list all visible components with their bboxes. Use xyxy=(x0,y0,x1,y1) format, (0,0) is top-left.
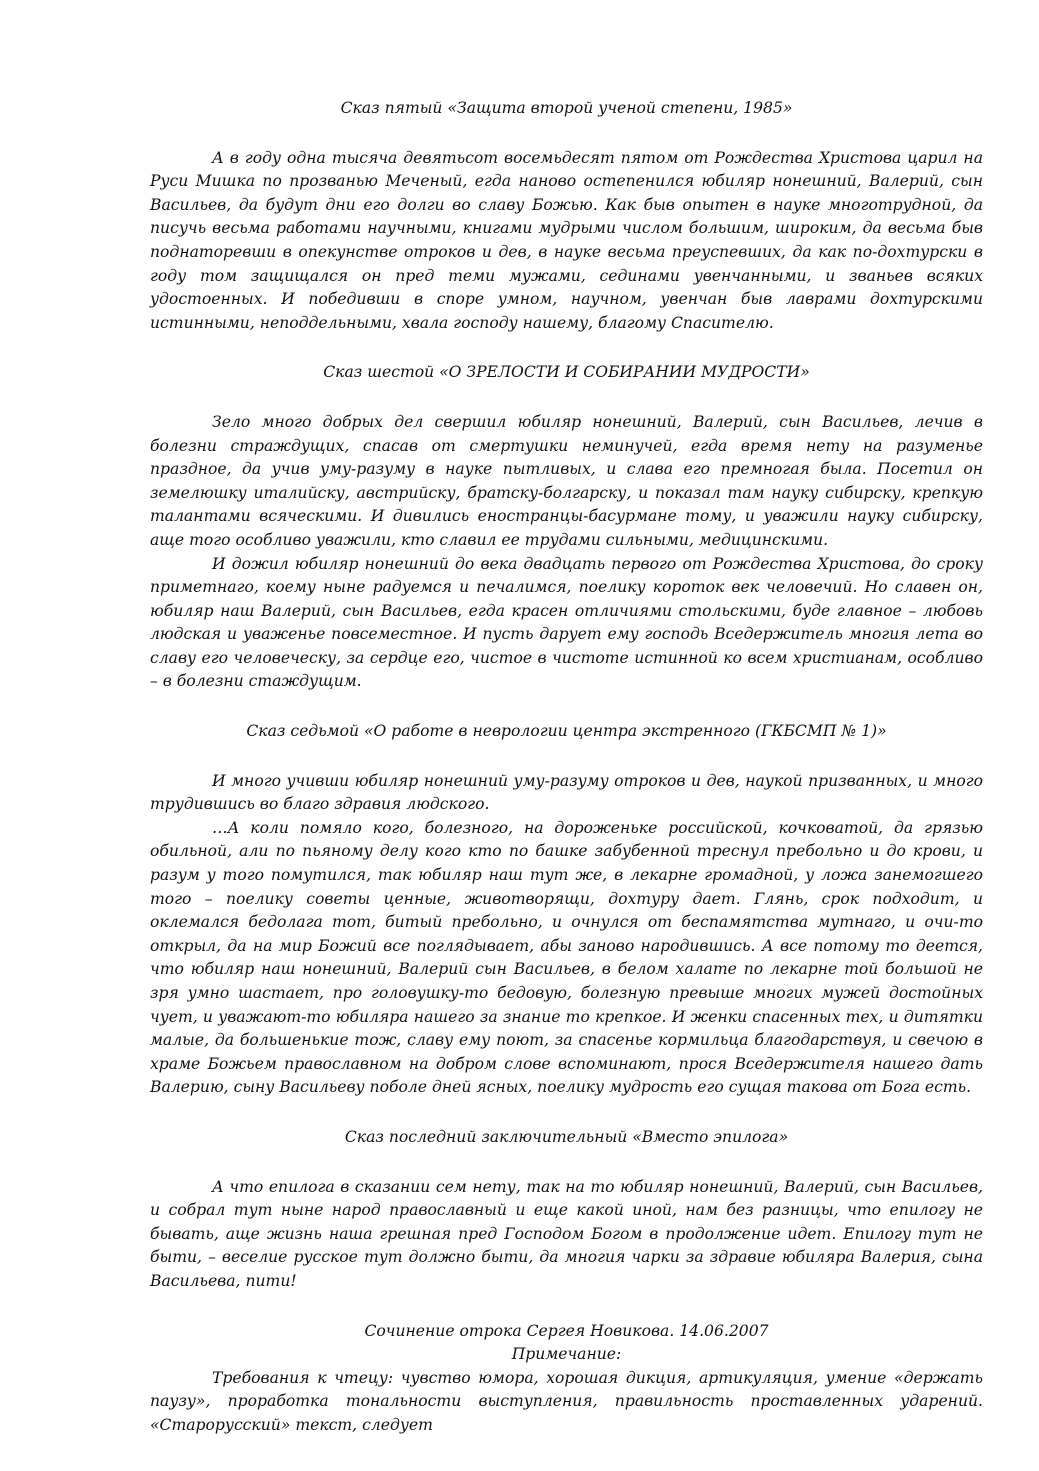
epilogue-paragraph: А что епилога в сказании сем нету, так на то юбиляр нонешний, Валерий, сын Васильев, и собрал тут ныне народ православный и еще какой иной, нам без разницы, что епилогу не бывать, аще жизнь наша грешная пред Господом Богом в продолжение идет. Епилогу тут не быти, – веселие русское тут должно быти, да многия чарки за здравие юбиляра Валерия, сына Васильева, пити! xyxy=(150,1177,983,1290)
epilogue-title: Сказ последний заключительный «Вместо эпилога» xyxy=(344,1127,789,1146)
section-5-title: Сказ пятый «Защита второй ученой степени, 1985» xyxy=(340,99,793,117)
section-7-paragraph-2: …А коли помяло кого, болезного, на дороженьке российской, кочковатой, да грязью обильной, али по пьяному делу кого кто по башке забубенной треснул пребольно и до крови, и разум у того помутился, так юбиляр наш тут же, в лекарне громадной, у ложа занемогшего того – поелику советы ценные, животворящи, дохтуру дает. Глянь, срок подходит, и оклемался бедолага тот, битый пребольно, и очнулся от беспамятства мутнаго, и очи-то открыл, да на мир Божий все поглядывает, абы заново народившись. А все потому то деется, что юбиляр наш нонешний, Валерий сын Васильев, в белом халате по лекарне той большой не зря умно шастает, про головушку-то бедовую, болезную превыше многих мужей достойных чует, и уважают-то юбиляра нашего за знание то крепкое. И женки спасенных тех, и дитятки малые, да большенькие тож, славу ему поют, за спасенье кормильца благодарствуя, и свечою в храме Божьем православном на добром слове вспоминают, прося Вседержителя нашего дать Валерию, сыну Васильеву поболе дней ясных, поелику мудрость его сущая такова от Бога есть. xyxy=(150,818,983,1097)
section-5-paragraph: А в году одна тысяча девятьсот восемьдесят пятом от Рождества Христова царил на Руси Мишка по прозванью Меченый, егда наново остепенился юбиляр нонешний, Валерий, сын Васильев, да будут дни его долги во славу Божью. Как быв опытен в науке многотрудной, да писучь весьма работами научными, книгами мудрыми числом большим, широким, да весьма быв поднаторевши в опекунстве отроков и дев, в науке весьма преуспевших, да как по-дохтурски в году том защищался он пред теми мужами, сединами увенчанными, и званьев всяких удостоенных. И победивши в споре умном, научном, увенчан быв лаврами дохтурскими истинными, неподдельными, хвала господу нашему, благому Спасителю. xyxy=(150,148,983,332)
section-7-paragraph-1: И много учивши юбиляр нонешний уму-разуму отроков и дев, наукой призванных, и много трудившись во благо здравия людского. xyxy=(150,771,983,814)
section-6-title: Сказ шестой «О ЗРЕЛОСТИ И СОБИРАНИИ МУДРОСТИ» xyxy=(323,363,810,382)
signature: Сочинение отрока Сергея Новикова. 14.06.2007 xyxy=(364,1321,769,1340)
note-title: Примечание: xyxy=(511,1345,622,1364)
section-7-title: Сказ седьмой «О работе в неврологии центра экстренного (ГКБСМП № 1)» xyxy=(246,722,887,741)
note-text: Требования к чтецу: чувство юмора, хорошая дикция, артикуляция, умение «держать паузу», проработка тональности выступления, правильность проставленных ударений. «Старорусский» текст, следует xyxy=(150,1368,983,1434)
section-6-paragraph-2: И дожил юбиляр нонешний до века двадцать первого от Рождества Христова, до сроку приметнаго, коему ныне радуемся и печалимся, поелику короток век человечий. Но славен он, юбиляр наш Валерий, сын Васильев, егда красен отличиями стольскими, буде главное – любовь людская и уваженье повсеместное. И пусть дарует ему господь Вседержитель многия лета во славу его человеческу, за сердце его, чистое в чистоте истинной ко всем христианам, особливо – в болезни стаждущим. xyxy=(150,554,983,691)
document-body xyxy=(150,97,983,1438)
section-6-paragraph-1: Зело много добрых дел свершил юбиляр нонешний, Валерий, сын Васильев, лечив в болезни страждущих, спасав от смертушки неминучей, егда время нету на разуменье праздное, да учив уму-разуму в науке пытливых, и слава его премногая была. Посетил он земелюшку италийску, австрийску, братску-болгарску, и показал там науку сибирску, крепкую талантами всяческими. И дивились еностранцы-басурмане тому, и уважили науку сибирску, аще того особливо уважили, кто славил ее трудами сильными, медицинскими. xyxy=(150,412,983,549)
